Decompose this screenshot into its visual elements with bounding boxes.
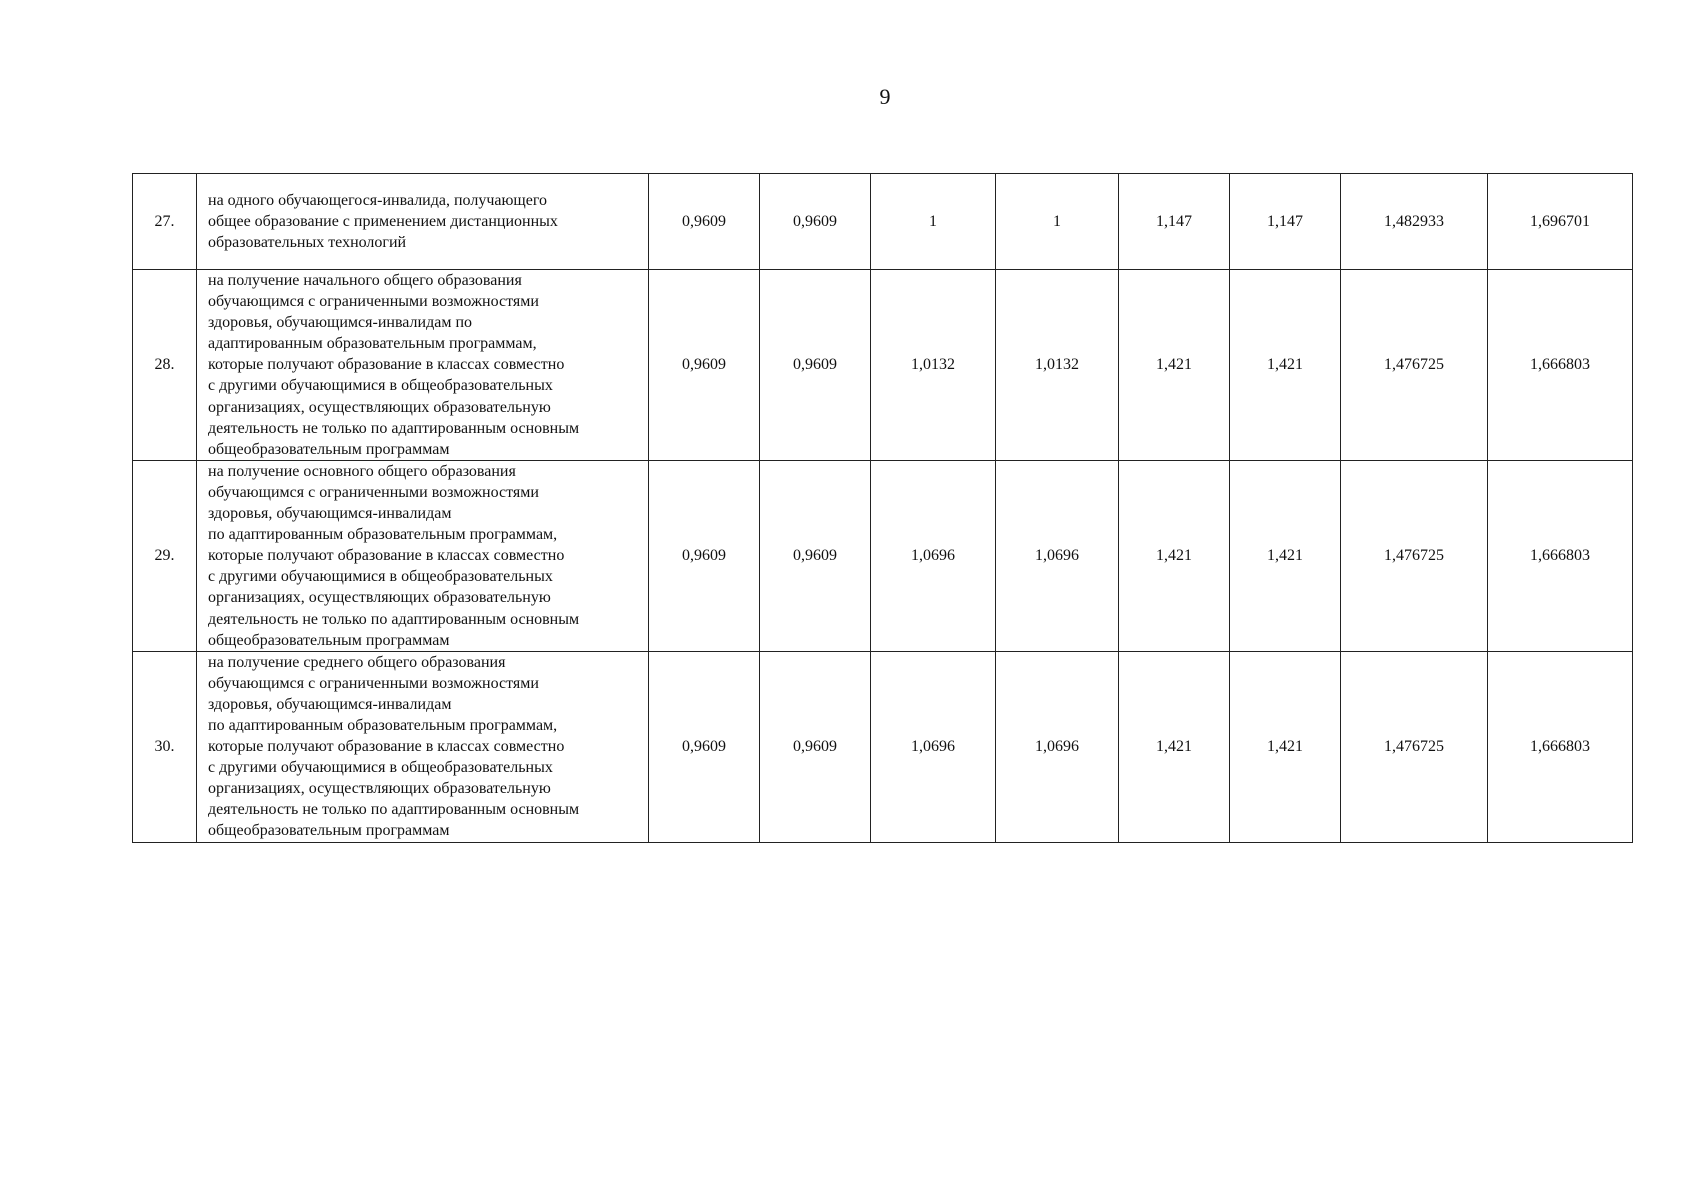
row-description: на получение основного общего образования обучающимся с ограниченными возможностями здоровья, обучающимся-инвалидам по адаптированным образовательным программам, которые получают образование в классах совместно с другими обучающимися в общеобразовательных организациях, осуществляющих образовательную деятельность не только по адаптированным основным общеобразовательным программам	[197, 460, 649, 651]
table-row	[133, 174, 1633, 270]
value-cell: 1,0696	[996, 460, 1119, 651]
value-cell: 1,666803	[1488, 460, 1633, 651]
value-cell: 1,476725	[1341, 460, 1488, 651]
value-cell: 1,0696	[871, 460, 996, 651]
row-number: 29.	[133, 460, 197, 651]
value-cell: 1,421	[1119, 460, 1230, 651]
value-cell: 1,421	[1230, 651, 1341, 842]
value-cell: 1,421	[1119, 270, 1230, 461]
value-cell: 1	[996, 174, 1119, 270]
value-cell: 1,0696	[871, 651, 996, 842]
value-cell: 1,147	[1230, 174, 1341, 270]
value-cell: 0,9609	[760, 174, 871, 270]
value-cell: 1,0696	[996, 651, 1119, 842]
value-cell: 1,666803	[1488, 651, 1633, 842]
value-cell: 1,421	[1230, 270, 1341, 461]
value-cell: 0,9609	[649, 270, 760, 461]
value-cell: 0,9609	[649, 174, 760, 270]
value-cell: 0,9609	[649, 651, 760, 842]
value-cell: 1,696701	[1488, 174, 1633, 270]
value-cell: 0,9609	[760, 651, 871, 842]
table-row	[133, 651, 1633, 842]
coefficients-table	[132, 173, 1633, 843]
row-number: 27.	[133, 174, 197, 270]
value-cell: 0,9609	[760, 270, 871, 461]
value-cell: 1,0132	[996, 270, 1119, 461]
value-cell: 1,0132	[871, 270, 996, 461]
value-cell: 1,421	[1119, 651, 1230, 842]
value-cell: 1,421	[1230, 460, 1341, 651]
page-number: 9	[879, 84, 891, 109]
value-cell: 1,476725	[1341, 270, 1488, 461]
value-cell: 1	[871, 174, 996, 270]
row-number: 30.	[133, 651, 197, 842]
row-description: на получение начального общего образования обучающимся с ограниченными возможностями здоровья, обучающимся-инвалидам по адаптированным образовательным программам, которые получают образование в классах совместно с другими обучающимися в общеобразовательных организациях, осуществляющих образовательную деятельность не только по адаптированным основным общеобразовательным программам	[197, 270, 649, 461]
row-number: 28.	[133, 270, 197, 461]
value-cell: 0,9609	[649, 460, 760, 651]
table-row	[133, 270, 1633, 461]
table-row	[133, 460, 1633, 651]
value-cell: 0,9609	[760, 460, 871, 651]
value-cell: 1,666803	[1488, 270, 1633, 461]
value-cell: 1,482933	[1341, 174, 1488, 270]
row-description: на получение среднего общего образования обучающимся с ограниченными возможностями здоровья, обучающимся-инвалидам по адаптированным образовательным программам, которые получают образование в классах совместно с другими обучающимися в общеобразовательных организациях, осуществляющих образовательную деятельность не только по адаптированным основным общеобразовательным программам	[197, 651, 649, 842]
value-cell: 1,147	[1119, 174, 1230, 270]
row-description: на одного обучающегося-инвалида, получающего общее образование с применением дистанционных образовательных технологий	[197, 174, 649, 270]
value-cell: 1,476725	[1341, 651, 1488, 842]
